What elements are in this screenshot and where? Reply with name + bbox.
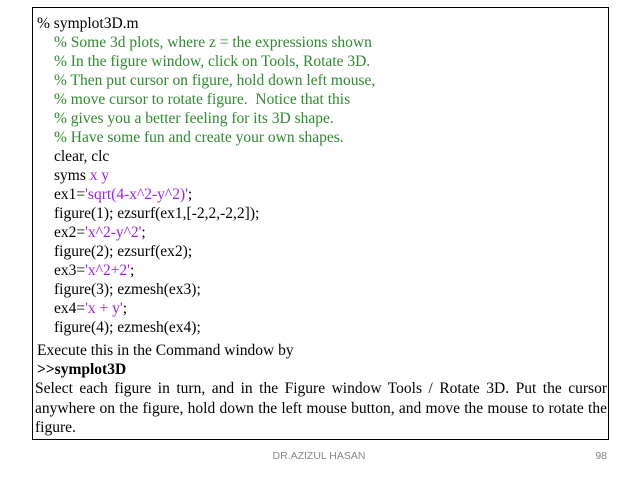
page-number: 98: [595, 450, 607, 462]
command-text: >>symplot3D: [37, 361, 127, 378]
code-syms-vars: x y: [89, 167, 110, 184]
code-ex4-semicolon: ;: [122, 300, 128, 317]
footer-author: DR.AZIZUL HASAN: [272, 450, 366, 462]
code-comment-line-3: % Then put cursor on figure, hold down left mouse,: [54, 72, 376, 89]
code-comment-line-2: % In the figure window, click on Tools, Rotate 3D.: [54, 53, 371, 70]
code-ex3-string: 'x^2+2': [85, 262, 130, 279]
code-ex1-line: [54, 185, 192, 204]
code-ex4-string: 'x + y': [85, 300, 123, 317]
code-figure4-line: figure(4); ezmesh(ex4);: [54, 319, 201, 336]
code-figure3-line: figure(3); ezmesh(ex3);: [54, 281, 201, 298]
code-figure2-line: figure(2); ezsurf(ex2);: [54, 243, 193, 260]
code-ex4-assign: ex4=: [54, 300, 86, 317]
code-filename-comment: % symplot3D.m: [37, 15, 139, 32]
code-ex1-assign: ex1=: [54, 186, 86, 203]
code-ex2-assign: ex2=: [54, 224, 86, 241]
code-ex3-assign: ex3=: [54, 262, 86, 279]
code-clear-line: clear, clc: [54, 148, 110, 165]
code-ex1-string: 'sqrt(4-x^2-y^2)': [85, 186, 188, 203]
code-comment-line-4: % move cursor to rotate figure. Notice that this: [54, 91, 351, 108]
code-ex2-string: 'x^2-y^2': [85, 224, 142, 241]
code-ex2-semicolon: ;: [141, 224, 146, 241]
code-ex2-line: [54, 223, 146, 242]
code-ex4-line: [54, 299, 127, 318]
code-comment-line-5: % gives you a better feeling for its 3D shape.: [54, 110, 334, 127]
rotate-instructions-paragraph: Select each figure in turn, and in the Figure window Tools / Rotate 3D. Put the cursor anywhere on the figure, hold down the left mouse button, and move the mouse to rotate the figure.: [35, 380, 607, 436]
code-comment-line-1: % Some 3d plots, where z = the expressions shown: [54, 34, 372, 51]
code-syms-line: [54, 166, 109, 185]
code-ex3-semicolon: ;: [129, 262, 135, 279]
slide-content-box: [32, 7, 609, 440]
code-syms-keyword: syms: [54, 167, 90, 184]
execute-instruction: Execute this in the Command window by: [37, 342, 294, 359]
code-ex1-semicolon: ;: [187, 186, 193, 203]
code-comment-line-6: % Have some fun and create your own shapes.: [54, 129, 344, 146]
code-ex3-line: [54, 261, 134, 280]
code-figure1-line: figure(1); ezsurf(ex1,[-2,2,-2,2]);: [54, 205, 260, 222]
